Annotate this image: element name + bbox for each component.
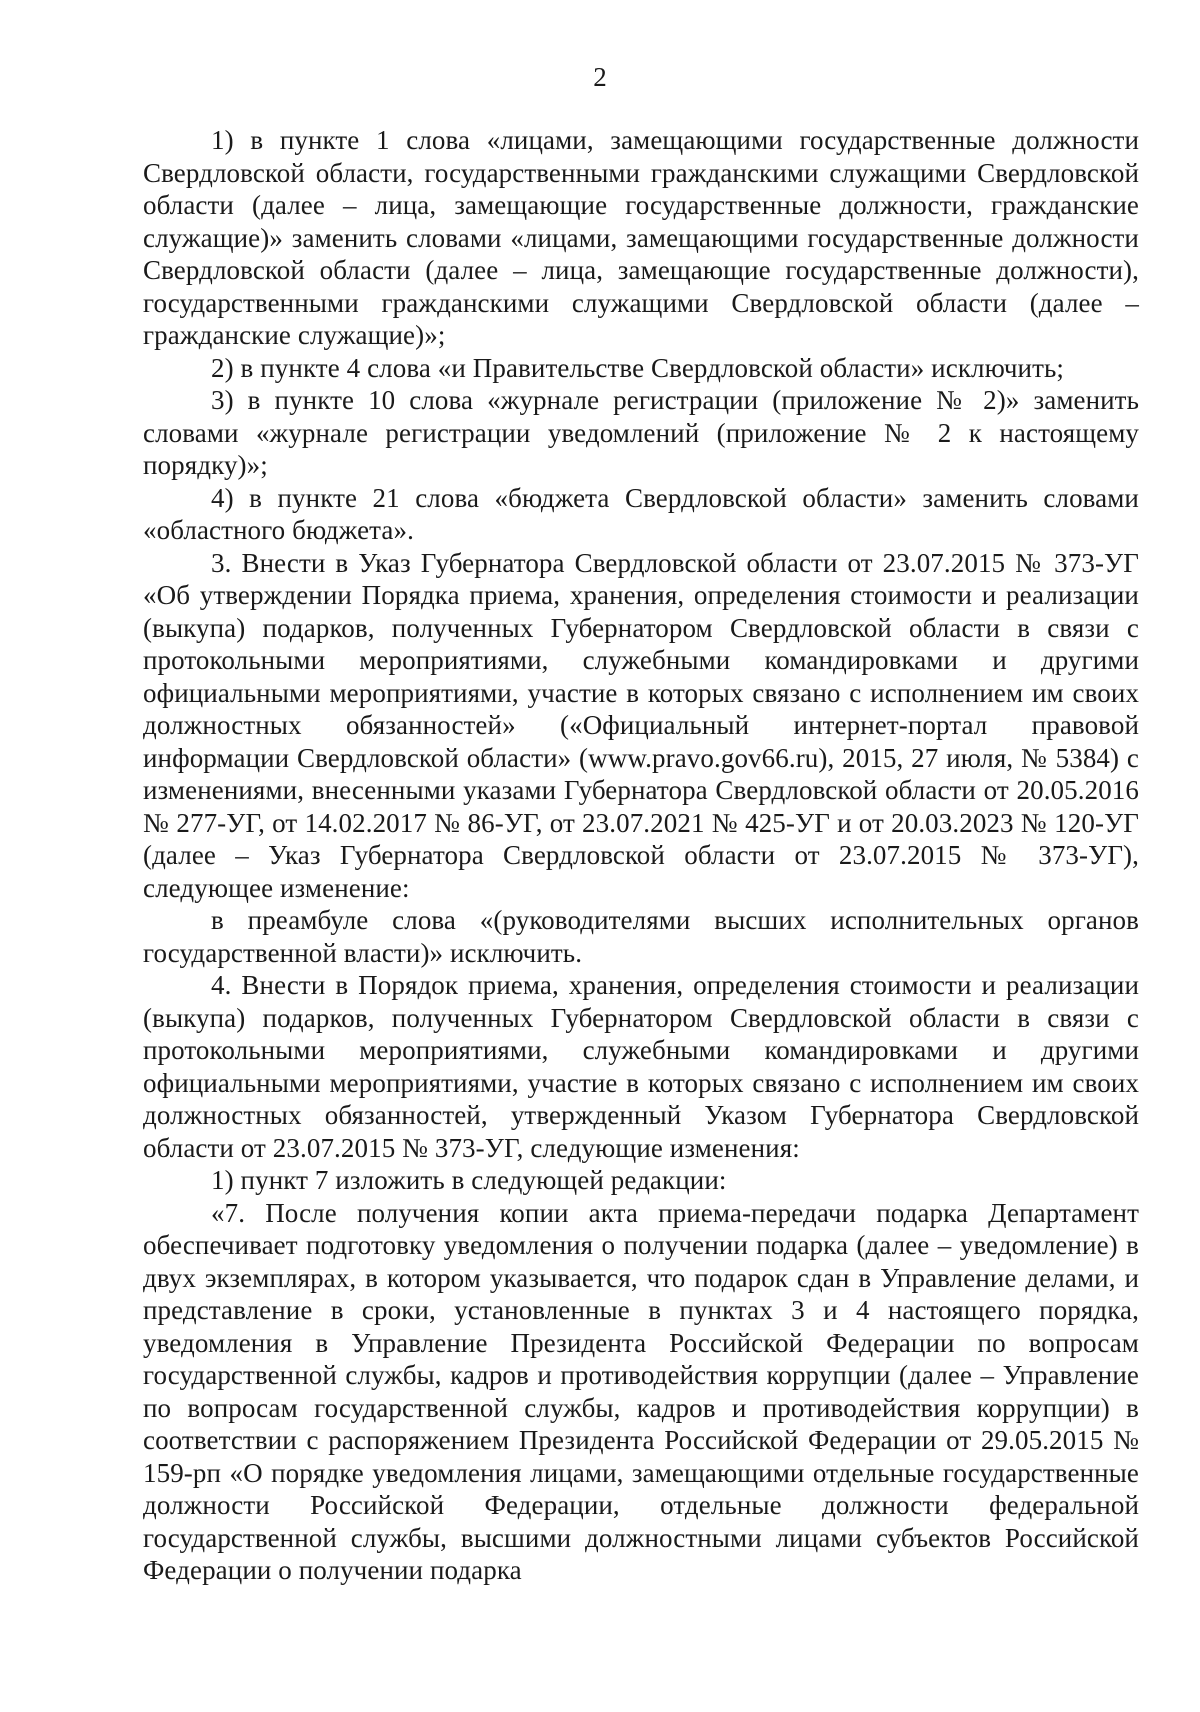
paragraph-2-1-amend-point-1: 1) в пункте 1 слова «лицами, замещающими государственные должности Свердловской области, государственными гражданскими служащими Свердловской области (далее – лица, замещающие государственные должности, гражданские служащие)» заменить словами «лицами, замещающими государственные должности Свердловской области (далее – лица, замещающие государственные должности), государственными гражданскими служащими Свердловской области (далее – гражданские служащие)»; <box>143 125 1139 350</box>
paragraph-section-4: 4. Внести в Порядок приема, хранения, определения стоимости и реализации (выкупа) подарков, полученных Губернатором Свердловской области в связи с протокольными мероприятиями, служебными командировками и другими официальными мероприятиями, участие в которых связано с исполнением им своих должностных обязанностей, утвержденный Указом Губернатора Свердловской области от 23.07.2015 № 373-УГ, следующие изменения: <box>143 970 1139 1163</box>
paragraph-2-2-amend-point-4: 2) в пункте 4 слова «и Правительстве Свердловской области» исключить; <box>211 352 1064 383</box>
paragraph-2-3-amend-point-10: 3) в пункте 10 слова «журнале регистрации (приложение № 2)» заменить словами «журнале регистрации уведомлений (приложение № 2 к настоящему порядку)»; <box>143 385 1139 480</box>
paragraph-4-1-point-7: 1) пункт 7 изложить в следующей редакции: <box>211 1165 727 1195</box>
page-number: 2 <box>593 62 607 92</box>
paragraph-2-4-amend-point-21: 4) в пункте 21 слова «бюджета Свердловской области» заменить словами «областного бюджета». <box>143 482 1139 545</box>
paragraph-section-3: 3. Внести в Указ Губернатора Свердловской области от 23.07.2015 № 373-УГ «Об утверждении Порядка приема, хранения, определения стоимости и реализации (выкупа) подарков, полученных Губернатором Свердловской области в связи с протокольными мероприятиями, служебными командировками и другими официальными мероприятиями, участие в которых связано с исполнением им своих должностных обязанностей» («Официальный интернет-портал правовой информации Свердловской области» (www.pravo.gov66.ru), 2015, 27 июля, № 5384) с изменениями, внесенными указами Губернатора Свердловской области от 20.05.2016 № 277-УГ, от 14.02.2017 № 86-УГ, от 23.07.2021 № 425-УГ и от 20.03.2023 № 120-УГ (далее – Указ Губернатора Свердловской области от 23.07.2015 № 373-УГ), следующее изменение: <box>143 547 1139 903</box>
paragraph-3-preamble-change: в преамбуле слова «(руководителями высших исполнительных органов государственной власти)» исключить. <box>143 905 1139 968</box>
paragraph-point-7-new-text: «7. После получения копии акта приема-передачи подарка Департамент обеспечивает подготовку уведомления о получении подарка (далее – уведомление) в двух экземплярах, в котором указывается, что подарок сдан в Управление делами, и представление в сроки, установленные в пунктах 3 и 4 настоящего порядка, уведомления в Управление Президента Российской Федерации по вопросам государственной службы, кадров и противодействия коррупции (далее – Управление по вопросам государственной службы, кадров и противодействия коррупции) в соответствии с распоряжением Президента Российской Федерации от 29.05.2015 № 159-рп «О порядке уведомления лицами, замещающими отдельные государственные должности Российской Федерации, отдельные должности федеральной государственной службы, высшими должностными лицами субъектов Российской Федерации о получении подарка <box>143 1197 1139 1585</box>
document-body <box>143 124 1139 1587</box>
